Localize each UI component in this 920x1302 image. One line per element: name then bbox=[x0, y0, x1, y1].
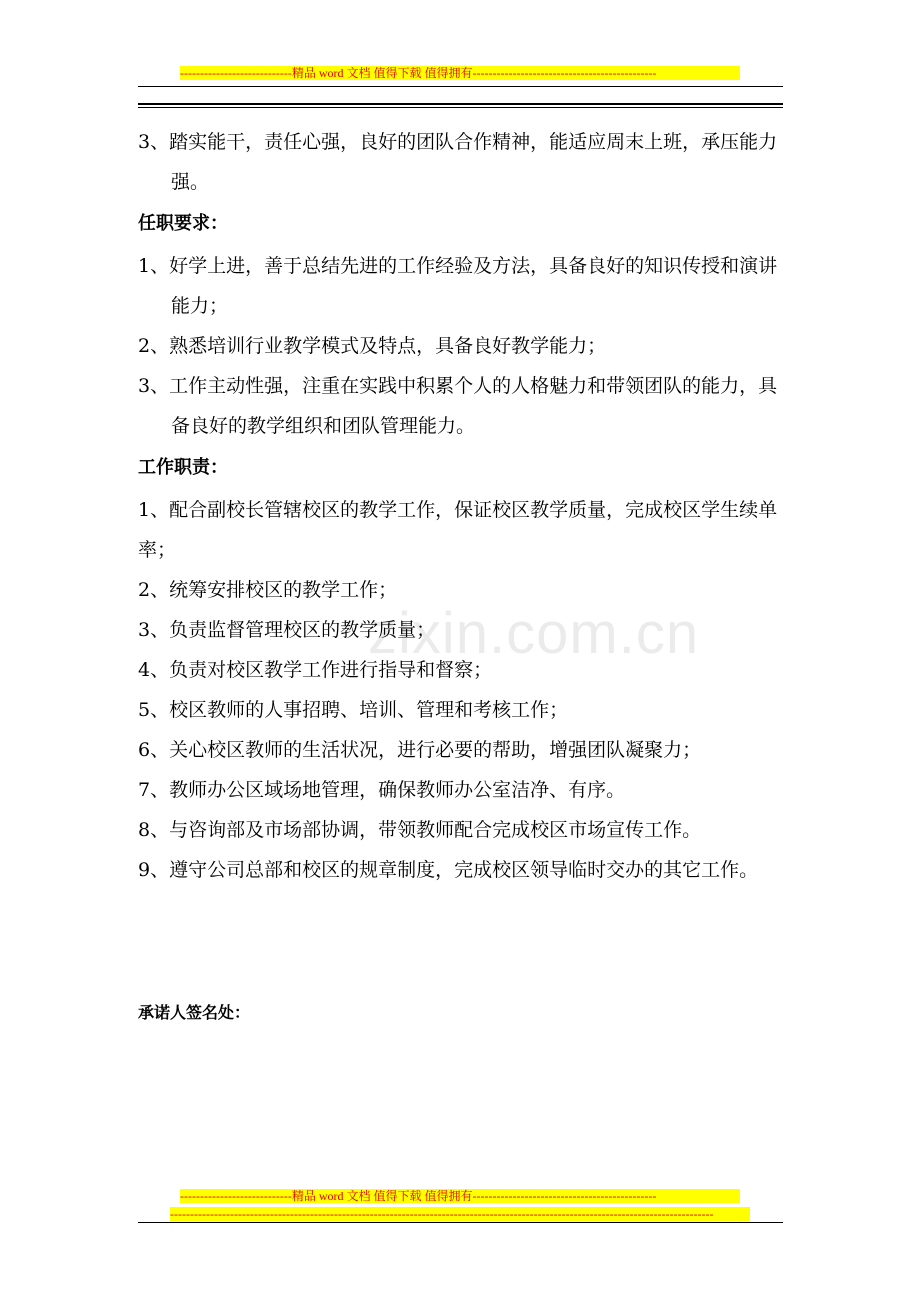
header-rule-thick bbox=[138, 103, 783, 105]
responsibility-item: 4、负责对校区教学工作进行指导和督察； bbox=[138, 659, 493, 681]
requirement-item: 2、熟悉培训行业教学模式及特点，具备良好教学能力； bbox=[138, 335, 607, 357]
responsibility-item: 1、配合副校长管辖校区的教学工作，保证校区教学质量，完成校区学生续单率； bbox=[138, 499, 778, 561]
duty-item-3: 3、踏实能干，责任心强，良好的团队合作精神，能适应周末上班，承压能力强。 bbox=[138, 131, 778, 193]
requirement-item: 3、工作主动性强，注重在实践中积累个人的人格魅力和带领团队的能力，具备良好的教学组织和团队管理能力。 bbox=[138, 375, 778, 437]
requirement-item: 1、好学上进，善于总结先进的工作经验及方法，具备良好的知识传授和演讲能力； bbox=[138, 255, 778, 317]
responsibility-item: 6、关心校区教师的生活状况，进行必要的帮助，增强团队凝聚力； bbox=[138, 739, 702, 761]
responsibility-item: 8、与咨询部及市场部协调，带领教师配合完成校区市场宣传工作。 bbox=[138, 819, 702, 841]
responsibilities-heading: 工作职责： bbox=[138, 457, 228, 478]
responsibility-item: 2、统筹安排校区的教学工作； bbox=[138, 579, 398, 601]
responsibility-item: 7、教师办公区域场地管理，确保教师办公室洁净、有序。 bbox=[138, 779, 626, 801]
signature-label: 承诺人签名处： bbox=[138, 1003, 251, 1022]
header-rule-thin bbox=[138, 86, 783, 87]
footer-banner: ----------------------------精品 word 文档 值得下载 值得拥有---------------------------------------------- bbox=[180, 1189, 740, 1203]
responsibility-item: 5、校区教师的人事招聘、培训、管理和考核工作； bbox=[138, 699, 569, 721]
header-banner: ----------------------------精品 word 文档 值得下载 值得拥有---------------------------------------------- bbox=[180, 66, 740, 80]
watermark: zixin.com.cn bbox=[368, 601, 700, 666]
footer-rule bbox=[138, 1222, 783, 1223]
requirements-heading: 任职要求： bbox=[138, 213, 228, 234]
document-body bbox=[138, 122, 788, 890]
footer-banner-dashes: ---------------------------------------------------------------------------------------------------------------------------------------- bbox=[170, 1207, 750, 1221]
responsibility-item: 9、遵守公司总部和校区的规章制度，完成校区领导临时交办的其它工作。 bbox=[138, 859, 759, 881]
responsibility-item: 3、负责监督管理校区的教学质量； bbox=[138, 619, 436, 641]
header-rule-under bbox=[138, 107, 783, 108]
